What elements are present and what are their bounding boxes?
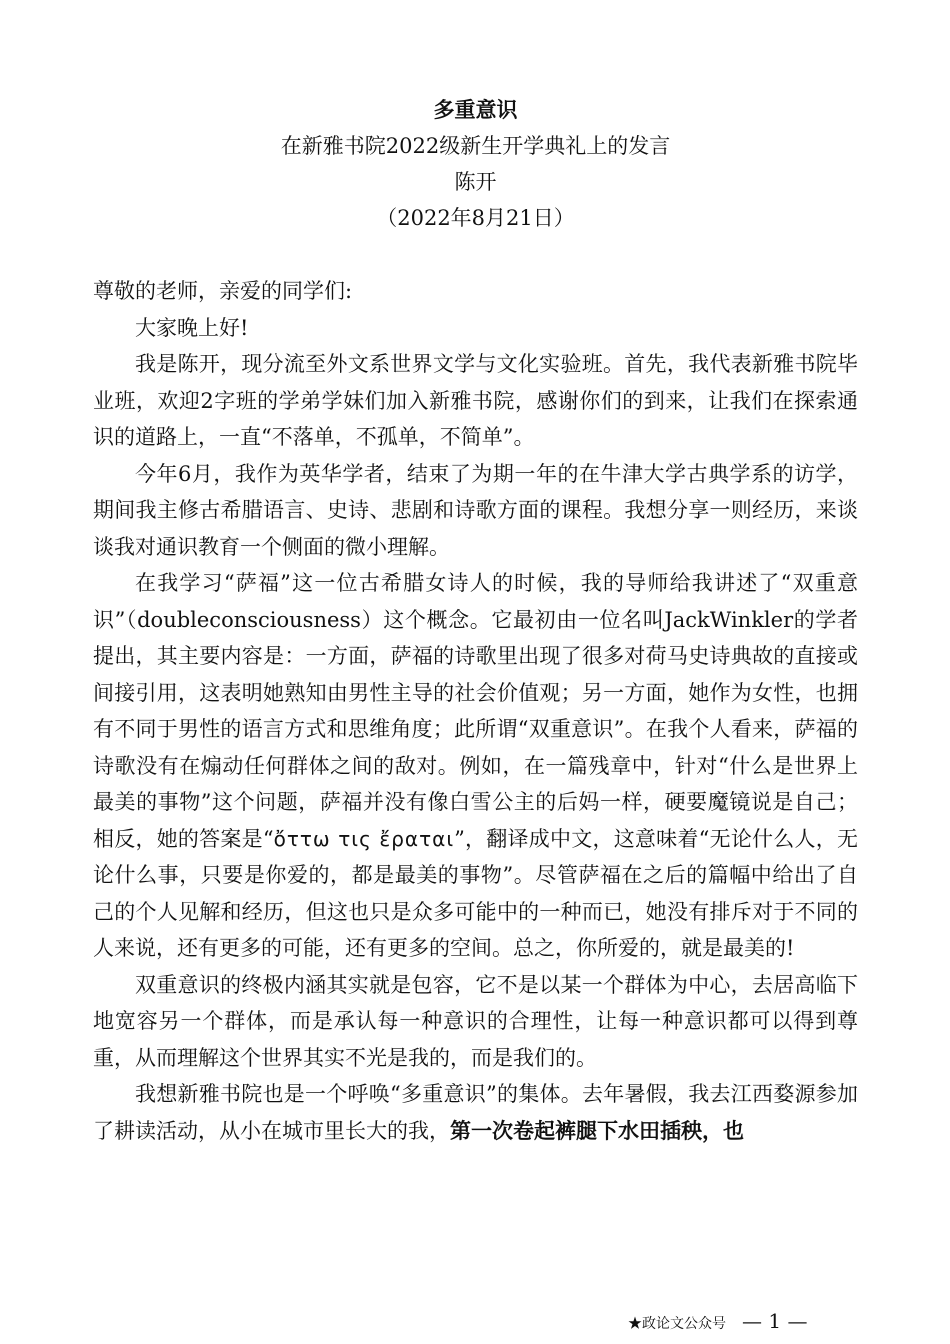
page-title: 多重意识: [433, 97, 518, 122]
author: 陈开: [454, 170, 497, 194]
paragraph-5-bold: 第一次卷起裤腿下水田插秧，也: [450, 1117, 744, 1143]
footer-source: ★政论文公众号: [628, 1316, 726, 1332]
greeting: 大家晚上好!: [135, 315, 249, 340]
date: （2022年8月21日）: [376, 206, 575, 230]
spacer: [93, 236, 858, 273]
paragraph-2: 今年6月，我作为英华学者，结束了为期一年的在牛津大学古典学系的访学，期间我主修古希腊语言、史诗、悲剧和诗歌方面的课程。我想分享一则经历，来谈谈我对通识教育一个侧面的微小理解。: [93, 461, 858, 559]
paragraph-5-part-a: 我想新雅书院也是一个呼唤“多重意识”的集体。去年暑假，我去江西婺源参加了耕读活动，从小在城市里长大的我，: [93, 1082, 858, 1143]
paragraph-1: 我是陈开，现分流至外文系世界文学与文化实验班。首先，我代表新雅书院毕业班，欢迎2字班的学弟学妹们加入新雅书院，感谢你们的到来，让我们在探索通识的道路上，一直“不落单，不孤单，不简单”。: [93, 352, 858, 449]
paragraph-3-part-b: ”，翻译成中文，这意味着“无论什么人，无论什么事，只要是你爱的，都是最美的事物”。尽管萨福在之后的篇幅中给出了自己的个人见解和经历，但这也只是众多可能中的一种而已，她没有排斥对于不同的人来说，还有更多的可能，还有更多的空间。总之，你所爱的，就是最美的!: [93, 826, 858, 960]
paragraph-3: [93, 565, 858, 967]
subtitle: 在新雅书院2022级新生开学典礼上的发言: [280, 134, 671, 158]
page-number: — 1 —: [742, 1309, 808, 1333]
greek-quote: ὄττω τις ἔραται: [273, 826, 455, 851]
document-page: [93, 92, 858, 1149]
page-footer: [628, 1308, 850, 1334]
paragraph-4: 双重意识的终极内涵其实就是包容，它不是以某一个群体为中心，去居高临下地宽容另一个群体，而是承认每一种意识的合理性，让每一种意识都可以得到尊重，从而理解这个世界其实不光是我的，而是我们的。: [93, 972, 858, 1070]
salutation: 尊敬的老师，亲爱的同学们:: [93, 279, 353, 303]
paragraph-3-part-a: 在我学习“萨福”这一位古希腊女诗人的时候，我的导师给我讲述了“双重意识”（doubleconsciousness）这个概念。它最初由一位名叫JackWinkler的学者提出，其主要内容是：一方面，萨福的诗歌里出现了很多对荷马史诗典故的直接或间接引用，这表明她熟知由男性主导的社会价值观；另一方面，她作为女性，也拥有不同于男性的语言方式和思维角度；此所谓“双重意识”。在我个人看来，萨福的诗歌没有在煽动任何群体之间的敌对。例如，在一篇残章中，针对“什么是世界上最美的事物”这个问题，萨福并没有像白雪公主的后妈一样，硬要魔镜说是自己；相反，她的答案是“: [93, 571, 858, 851]
paragraph-5: [93, 1076, 858, 1149]
